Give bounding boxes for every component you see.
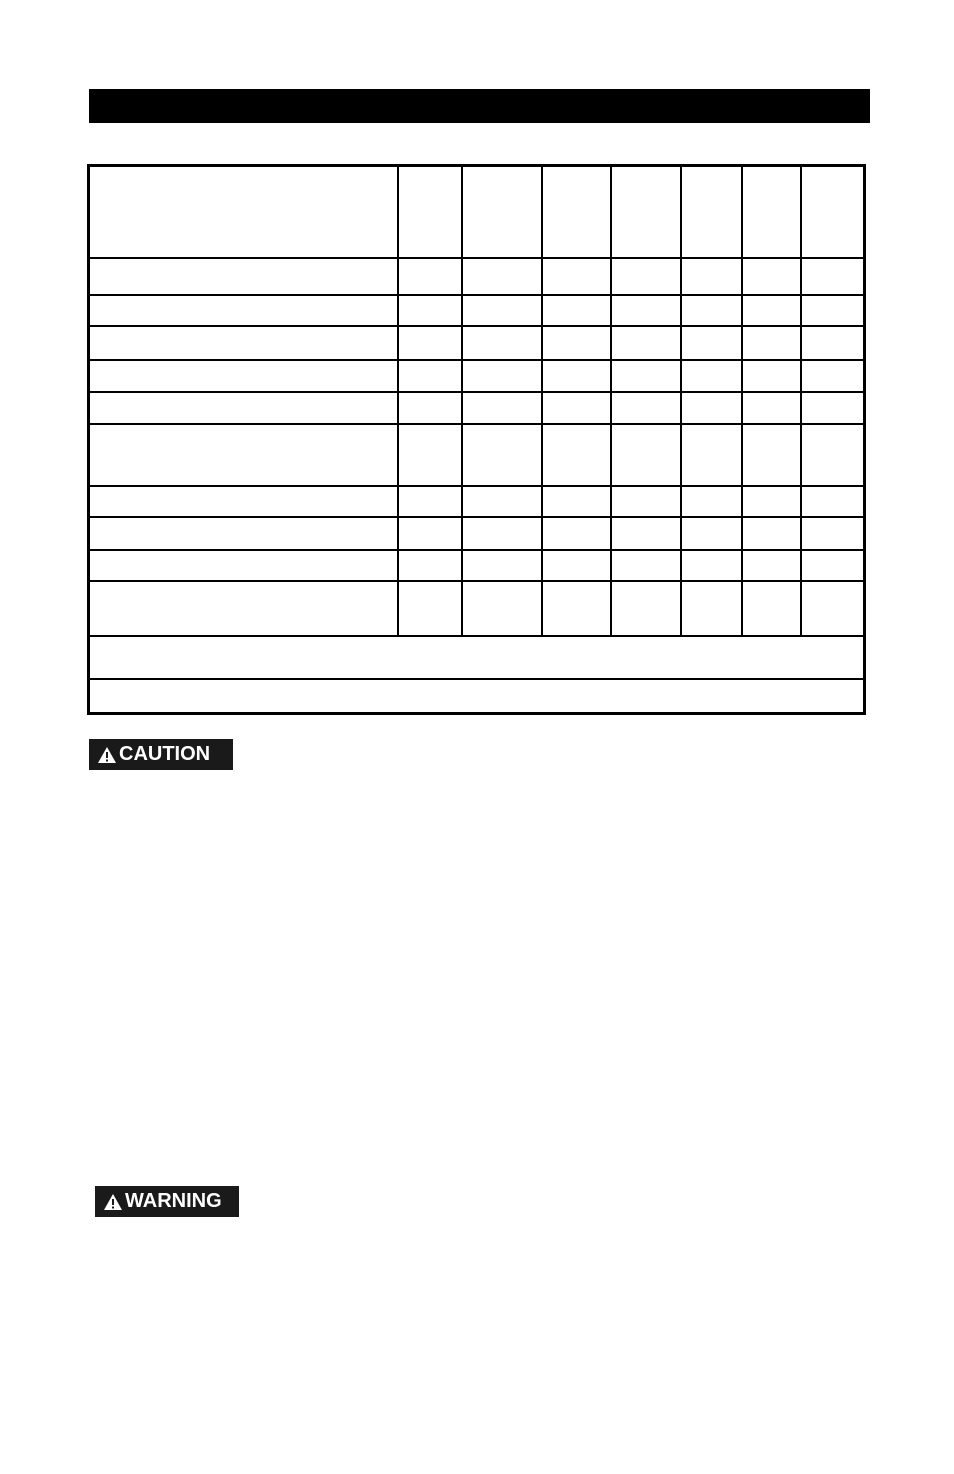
table-row-divider xyxy=(90,325,863,327)
warning-badge xyxy=(95,1186,239,1217)
table-row-divider xyxy=(90,580,863,582)
table-column-divider xyxy=(541,167,543,637)
table-row-divider xyxy=(90,423,863,425)
table-row-divider xyxy=(90,257,863,259)
table-column-divider xyxy=(397,167,399,637)
warning-label: WARNING xyxy=(125,1190,222,1212)
table-row-divider xyxy=(90,485,863,487)
table-row-divider xyxy=(90,294,863,296)
table-row-divider xyxy=(90,549,863,551)
table-column-divider xyxy=(680,167,682,637)
warning-triangle-icon xyxy=(103,1193,123,1211)
table-row-divider xyxy=(90,678,863,680)
table-row-divider xyxy=(90,359,863,361)
table-column-divider xyxy=(741,167,743,637)
spec-table xyxy=(87,164,866,715)
table-row-divider xyxy=(90,391,863,393)
caution-label: CAUTION xyxy=(119,743,211,765)
table-row-divider xyxy=(90,516,863,518)
table-row-divider xyxy=(90,635,863,637)
table-column-divider xyxy=(800,167,802,637)
section-header-bar xyxy=(89,89,870,123)
table-column-divider xyxy=(610,167,612,635)
caution-badge xyxy=(89,739,233,770)
warning-triangle-icon xyxy=(97,746,117,764)
table-column-divider xyxy=(461,167,463,637)
